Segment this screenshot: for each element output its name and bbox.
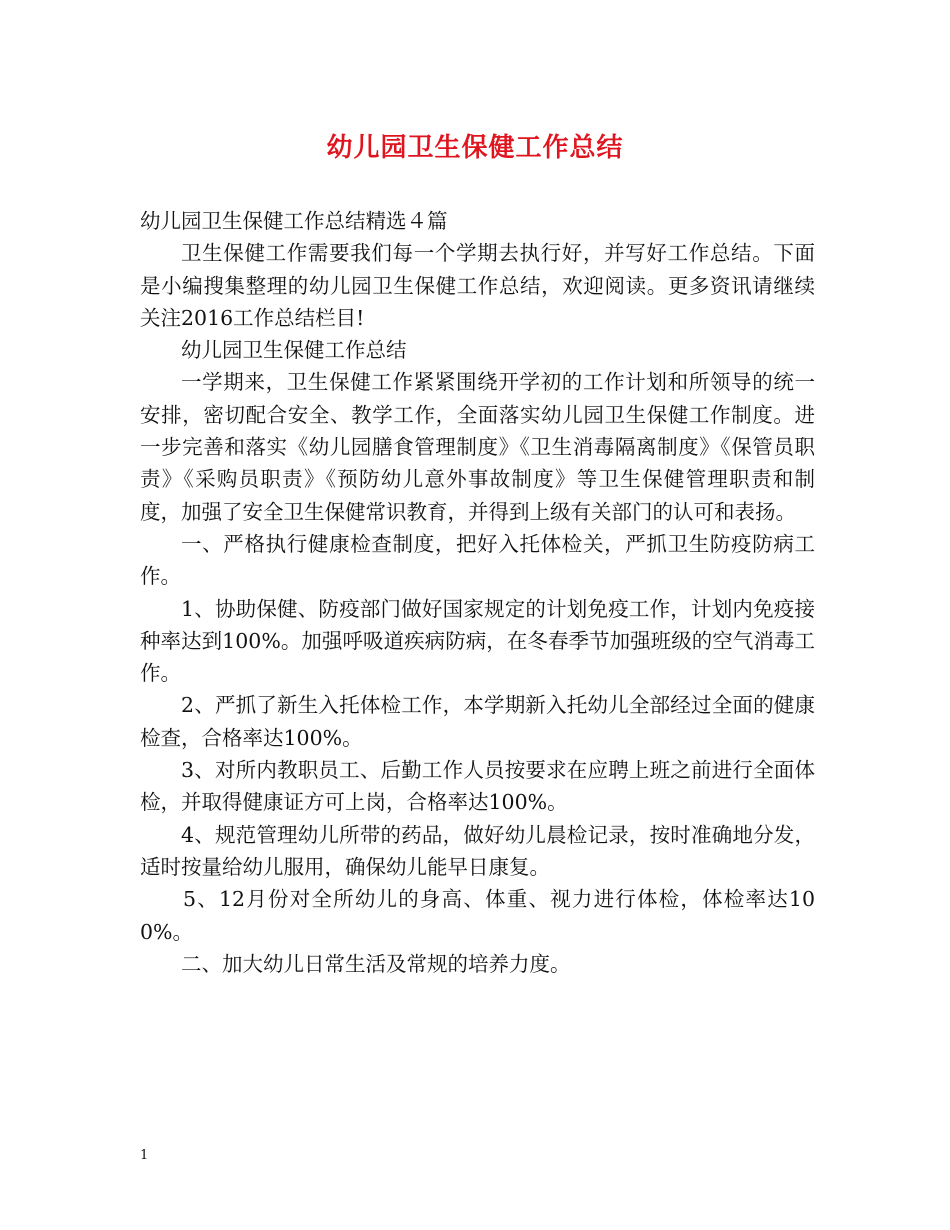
point-one-heading: 一、严格执行健康检查制度，把好入托体检关，严抓卫生防疫防病工作。 (140, 531, 815, 589)
document-title: 幼儿园卫生保健工作总结 (326, 133, 624, 163)
document-body (140, 205, 815, 980)
list-item: 3、对所内教职员工、后勤工作人员按要求在应聘上班之前进行全面体检，并取得健康证方可上岗，合格率达100%。 (140, 758, 815, 815)
point-two-heading: 二、加大幼儿日常生活及常规的培养力度。 (181, 951, 571, 976)
list-item: 1、协助保健、防疫部门做好国家规定的计划免疫工作，计划内免疫接种率达到100%。加强呼吸道疾病防病，在冬春季节加强班级的空气消毒工作。 (140, 596, 815, 686)
list-item: 4、规范管理幼儿所带的药品，做好幼儿晨检记录，按时准确地分发，适时按量给幼儿服用，确保幼儿能早日康复。 (140, 822, 815, 879)
list-item: 2、严抓了新生入托体检工作，本学期新入托幼儿全部经过全面的健康检查，合格率达100%。 (140, 693, 815, 750)
page-number: 1 (140, 1148, 149, 1163)
summary-paragraph: 一学期来，卫生保健工作紧紧围绕开学初的工作计划和所领导的统一安排，密切配合安全、教学工作，全面落实幼儿园卫生保健工作制度。进一步完善和落实《幼儿园膳食管理制度》《卫生消毒隔离制度》《保管员职责》《采购员职责》《预防幼儿意外事故制度》等卫生保健管理职责和制度，加强了安全卫生保健常识教育，并得到上级有关部门的认可和表扬。 (140, 370, 815, 524)
intro-paragraph: 卫生保健工作需要我们每一个学期去执行好，并写好工作总结。下面是小编搜集整理的幼儿园卫生保健工作总结，欢迎阅读。更多资讯请继续关注2016工作总结栏目! (140, 241, 815, 330)
list-item: 5、12月份对全所幼儿的身高、体重、视力进行体检，体检率达100%。 (140, 887, 815, 944)
section-heading: 幼儿园卫生保健工作总结 (181, 338, 407, 363)
subtitle-paragraph: 幼儿园卫生保健工作总结精选４篇 (140, 209, 448, 233)
